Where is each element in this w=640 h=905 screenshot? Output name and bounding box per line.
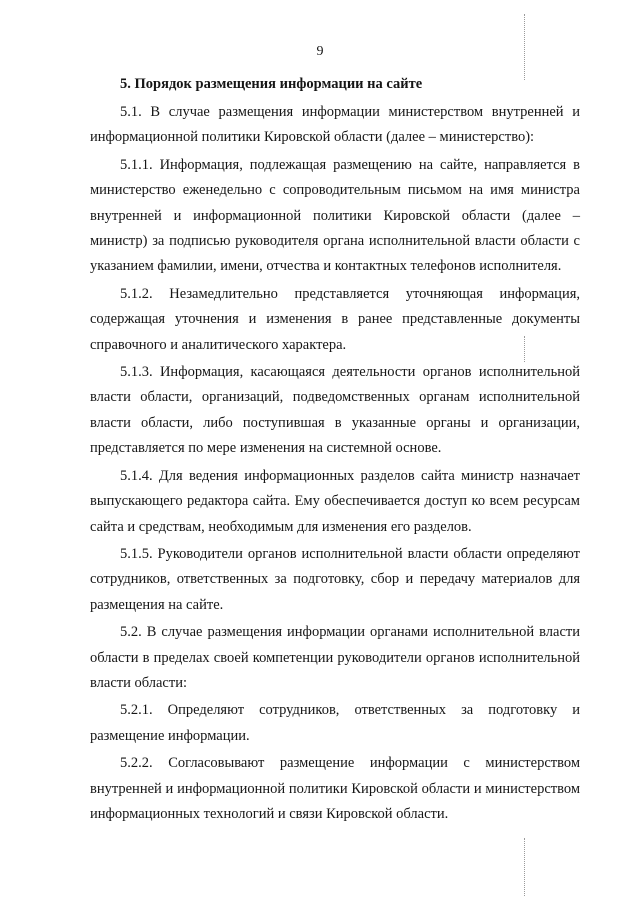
paragraph-5-1-1: 5.1.1. Информация, подлежащая размещению на сайте, направляется в министерство еженедельно с сопроводительным письмом на имя министра внутренней и информационной политики Кировской области (далее – министр) за подписью руководителя органа исполнительной власти области с указанием фамилии, имени, отчества и контактных телефонов исполнителя. bbox=[90, 156, 580, 275]
paragraph-5-1-5: 5.1.5. Руководители органов исполнительной власти области определяют сотрудников, ответственных за подготовку, сбор и передачу материалов для размещения на сайте. bbox=[90, 545, 580, 613]
scan-edge-mark-bottom bbox=[524, 838, 526, 896]
paragraph-5-1: 5.1. В случае размещения информации министерством внутренней и информационной политики Кировской области (далее – министерство): bbox=[90, 104, 580, 146]
paragraph-5-1-4: 5.1.4. Для ведения информационных разделов сайта министр назначает выпускающего редактора сайта. Ему обеспечивается доступ ко всем ресурсам сайта и средствам, необходимым для изменения его разделов. bbox=[90, 467, 580, 535]
scan-edge-mark-middle bbox=[524, 336, 526, 362]
paragraph-5-2-2: 5.2.2. Согласовывают размещение информации с министерством внутренней и информационной политики Кировской области и министерством информационных технологий и связи Кировской области. bbox=[90, 755, 580, 822]
paragraph-5-1-3: 5.1.3. Информация, касающаяся деятельности органов исполнительной власти области, организаций, подведомственных органам исполнительной власти области, либо поступившая в указанные органы и организации, представляется по мере изменения на системной основе. bbox=[90, 364, 580, 457]
section-heading: 5. Порядок размещения информации на сайте bbox=[120, 76, 423, 92]
scan-edge-mark-top bbox=[524, 14, 526, 80]
page-number: 9 bbox=[316, 44, 324, 59]
document-body bbox=[90, 72, 580, 829]
paragraph-5-1-2: 5.1.2. Незамедлительно представляется уточняющая информация, содержащая уточнения и изменения в ранее представленные документы справочного и аналитического характера. bbox=[90, 285, 580, 353]
paragraph-5-2-1: 5.2.1. Определяют сотрудников, ответственных за подготовку и размещение информации. bbox=[90, 702, 580, 744]
paragraph-5-2: 5.2. В случае размещения информации органами исполнительной власти области в пределах своей компетенции руководители органов исполнительной власти области: bbox=[90, 624, 580, 691]
